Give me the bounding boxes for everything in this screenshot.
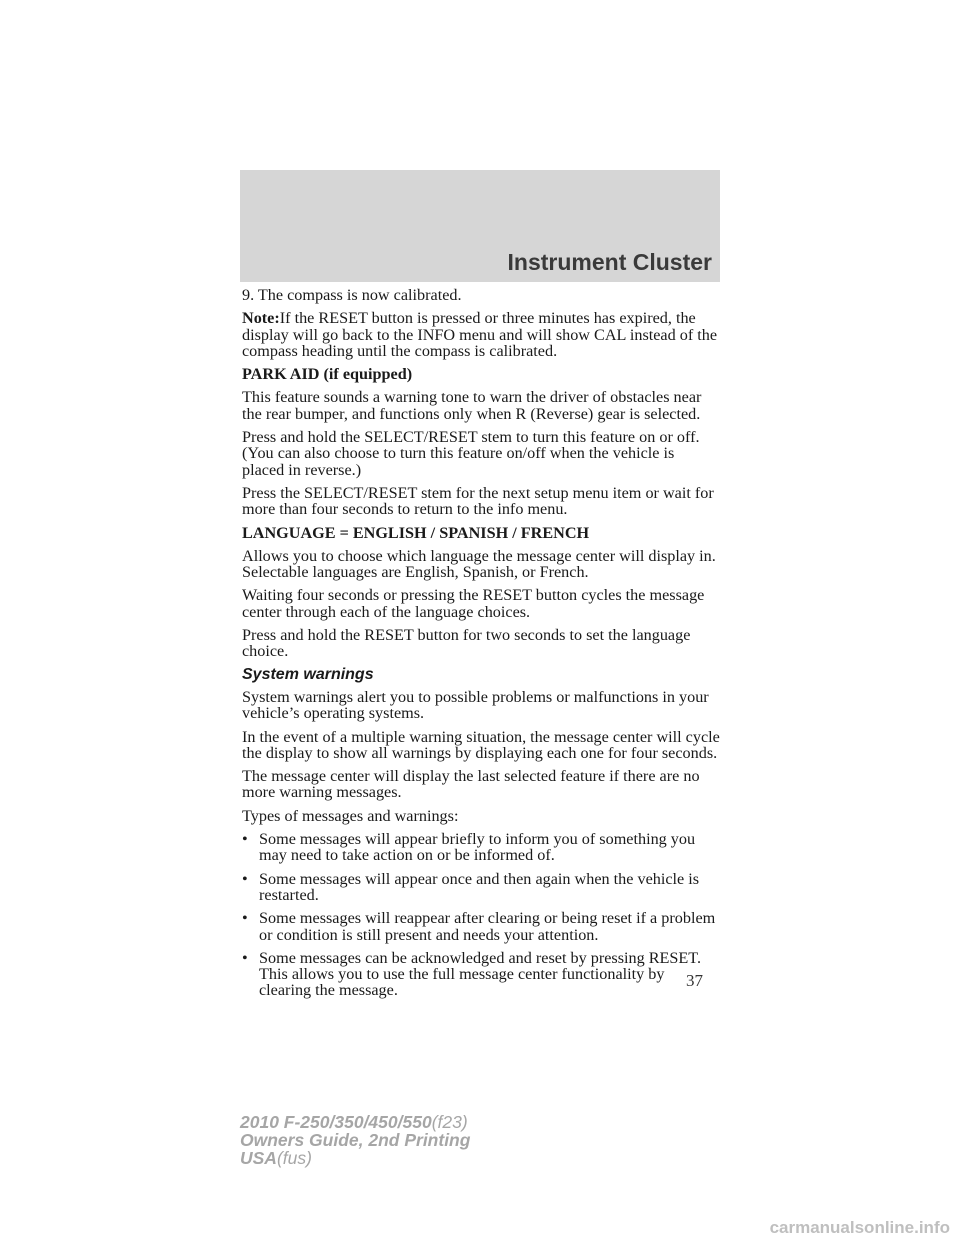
paragraph: This feature sounds a warning tone to warn the driver of obstacles near the rear bumper, and functions only when R (Reverse) gear is selected. <box>242 388 702 423</box>
list-item-text: Some messages will reappear after clearing or being reset if a problem or condition is still present and needs your attention. <box>259 909 716 944</box>
list-item <box>242 950 720 999</box>
language-heading: LANGUAGE = ENGLISH / SPANISH / FRENCH <box>242 523 590 542</box>
note-text: If the RESET button is pressed or three minutes has expired, the display will go back to the INFO menu and will show CAL instead of the compass heading until the compass is calibrated. <box>242 309 718 360</box>
footer-line-3 <box>240 1149 470 1167</box>
list-item <box>242 910 720 943</box>
page-content <box>242 287 720 1006</box>
section-title: Instrument Cluster <box>507 249 712 275</box>
bullet-icon: • <box>242 909 248 928</box>
message-types-list <box>242 831 720 999</box>
footer-country-code: (fus) <box>276 1148 312 1168</box>
list-item-text: Some messages will appear once and then again when the vehicle is restarted. <box>259 869 700 904</box>
page-number: 37 <box>686 971 703 990</box>
footer-line-2: Owners Guide, 2nd Printing <box>240 1130 471 1150</box>
paragraph: Press and hold the RESET button for two seconds to set the language choice. <box>242 626 691 661</box>
bullet-icon: • <box>242 948 248 967</box>
section-header-band <box>240 170 720 282</box>
list-item <box>242 871 720 904</box>
footer-line-1 <box>240 1113 470 1131</box>
list-item-text: Some messages will appear briefly to inform you of something you may need to take action on or be informed of. <box>259 830 696 865</box>
bullet-icon: • <box>242 830 248 849</box>
watermark: carmanualsonline.info <box>769 1218 950 1237</box>
paragraph: Waiting four seconds or pressing the RESET button cycles the message center through each of the language choices. <box>242 586 705 621</box>
paragraph: In the event of a multiple warning situation, the message center will cycle the display to show all warnings by displaying each one for four seconds. <box>242 727 720 762</box>
park-aid-heading: PARK AID (if equipped) <box>242 365 413 384</box>
footer-model: 2010 F-250/350/450/550 <box>240 1112 432 1132</box>
footer <box>240 1113 470 1167</box>
note-label: Note: <box>242 309 280 328</box>
paragraph: System warnings alert you to possible problems or malfunctions in your vehicle’s operating systems. <box>242 687 709 723</box>
list-item <box>242 831 720 864</box>
paragraph: Press the SELECT/RESET stem for the next setup menu item or wait for more than four seconds to return to the info menu. <box>242 483 714 519</box>
note-paragraph <box>242 310 720 359</box>
paragraph: Types of messages and warnings: <box>242 806 459 825</box>
list-item-text: Some messages can be acknowledged and reset by pressing RESET. This allows you to use the full message center functionality by clearing the message. <box>259 948 702 1000</box>
paragraph: Press and hold the SELECT/RESET stem to turn this feature on or off. (You can also choose to turn this feature on/off when the vehicle is placed in reverse.) <box>242 428 700 479</box>
bullet-icon: • <box>242 869 248 888</box>
footer-country: USA <box>240 1148 277 1168</box>
system-warnings-heading: System warnings <box>242 665 374 683</box>
paragraph: The message center will display the last selected feature if there are no more warning messages. <box>242 767 700 802</box>
paragraph: Allows you to choose which language the message center will display in. Selectable languages are English, Spanish, or French. <box>242 546 716 582</box>
paragraph: 9. The compass is now calibrated. <box>242 286 462 304</box>
footer-code: (f23) <box>431 1112 468 1132</box>
